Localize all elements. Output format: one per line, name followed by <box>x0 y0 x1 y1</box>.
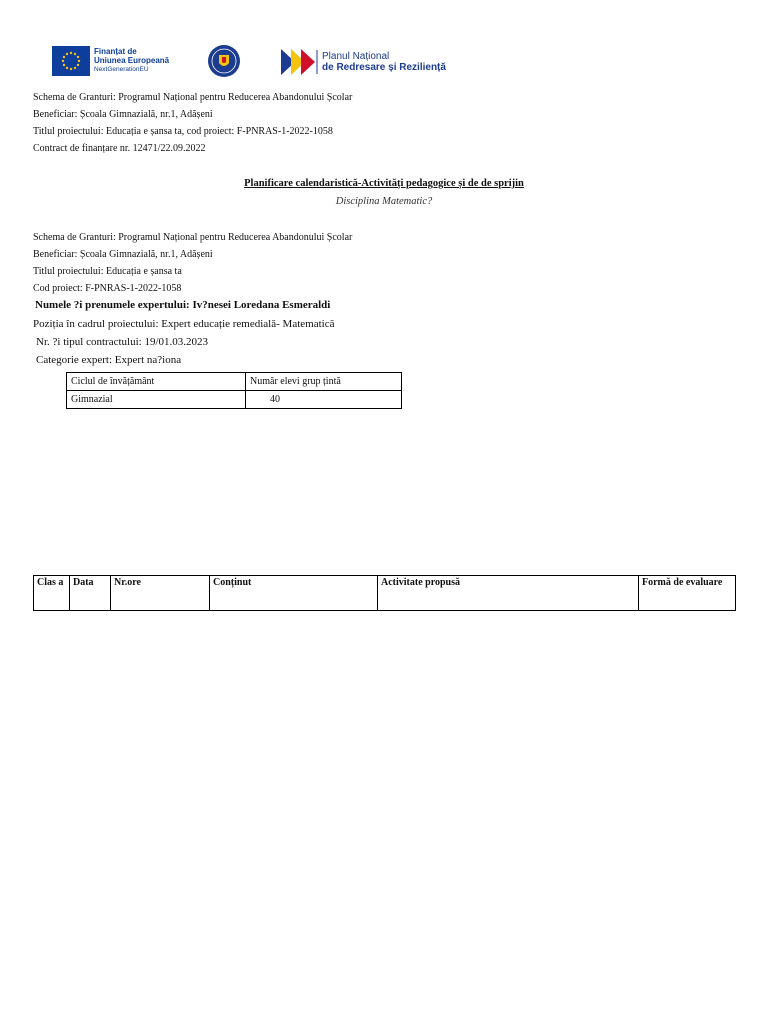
header-beneficiar: Beneficiar: Școala Gimnazială, nr.1, Adășeni <box>33 109 213 120</box>
eu-text-line2: Uniunea Europeană <box>94 56 170 65</box>
expert-name: Numele ?i prenumele expertului: Iv?nesei Loredana Esmeraldi <box>35 299 331 311</box>
document-title: Planificare calendaristică-Activități pedagogice și de de sprijin <box>244 178 524 189</box>
table-cell: 40 <box>246 391 402 409</box>
table-header-cell: Activitate propusă <box>378 576 639 611</box>
eu-flag-logo <box>52 46 90 76</box>
table-row <box>34 576 736 611</box>
pnrr-logo-text <box>322 51 446 73</box>
table-header-cell: Număr elevi grup țintă <box>246 373 402 391</box>
expert-position: Poziția în cadrul proiectului: Expert educație remedială- Matematică <box>33 318 335 330</box>
table-header-cell: Data <box>70 576 111 611</box>
pnrr-text-line2: de Redresare și Reziliență <box>322 62 446 73</box>
target-group-table <box>66 372 402 409</box>
table-header-cell: Formă de evaluare <box>639 576 736 611</box>
table-row <box>67 373 402 391</box>
details-titlu: Titlul proiectului: Educația e șansa ta <box>33 266 182 277</box>
romania-government-seal-icon <box>207 44 241 78</box>
pnrr-text-line1: Planul Național <box>322 51 390 62</box>
details-beneficiar: Beneficiar: Școala Gimnazială, nr.1, Adășeni <box>33 249 213 260</box>
table-header-cell: Ciclul de învățământ <box>67 373 246 391</box>
header-schema: Schema de Granturi: Programul Național pentru Reducerea Abandonului Școlar <box>33 92 353 103</box>
table-row <box>67 391 402 409</box>
expert-category: Categorie expert: Expert na?iona <box>36 354 182 366</box>
details-schema: Schema de Granturi: Programul Național pentru Reducerea Abandonului Școlar <box>33 232 353 243</box>
eu-funding-text <box>94 47 169 75</box>
contract-number: Nr. ?i tipul contractului: 19/01.03.2023 <box>36 336 209 348</box>
eu-text-line1: Finanțat de <box>94 47 137 56</box>
planning-table <box>33 575 736 611</box>
header-titlu: Titlul proiectului: Educația e șansa ta, cod proiect: F-PNRAS-1-2022-1058 <box>33 126 333 137</box>
header-contract: Contract de finanțare nr. 12471/22.09.2022 <box>33 143 206 154</box>
table-header-cell: Nr.ore <box>111 576 210 611</box>
pnrr-logo-icon <box>281 49 319 75</box>
table-cell: Gimnazial <box>67 391 246 409</box>
document-subtitle: Disciplina Matematic? <box>335 196 433 207</box>
details-cod: Cod proiect: F-PNRAS-1-2022-1058 <box>33 283 182 294</box>
table-header-cell: Clas a <box>34 576 70 611</box>
table-header-cell: Conținut <box>210 576 378 611</box>
eu-text-line3: NextGenerationEU <box>94 66 149 73</box>
